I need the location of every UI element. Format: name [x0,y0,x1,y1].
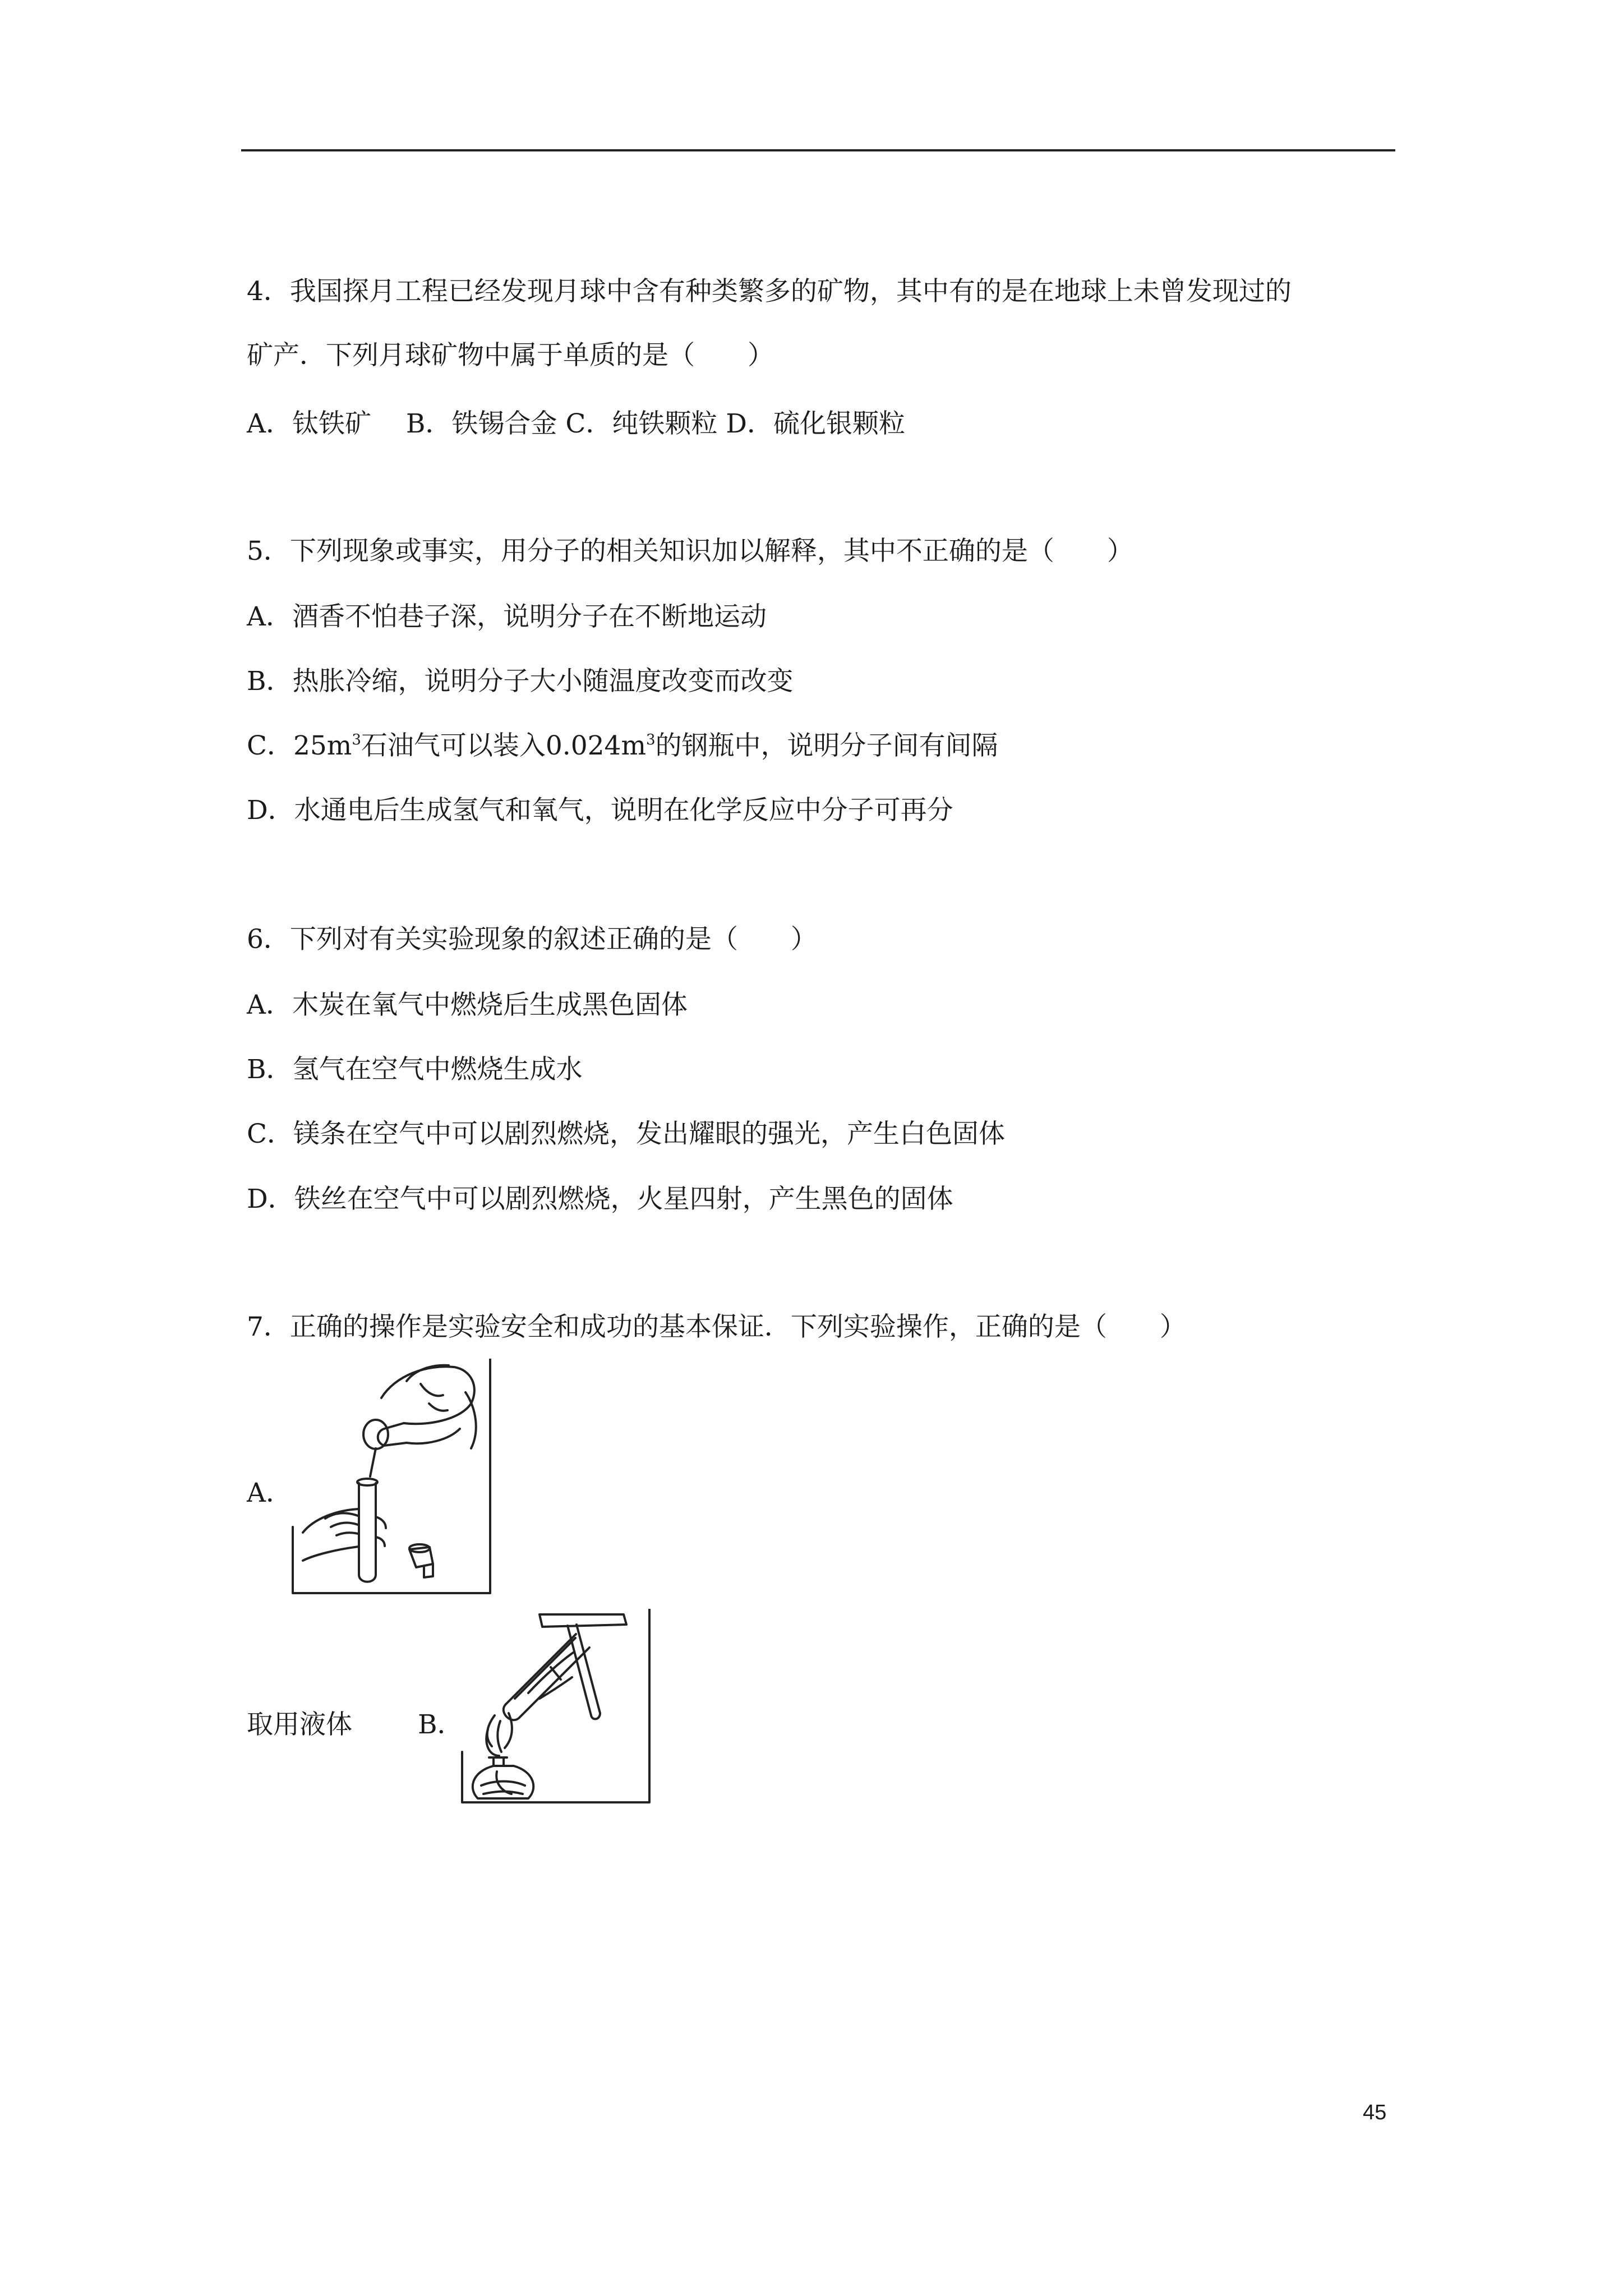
q7-option-a-caption: 取用液体 [247,1709,352,1740]
q6-option-b: B．氢气在空气中燃烧生成水 [247,1054,583,1085]
heating-test-tube-figure [461,1609,652,1805]
q5-option-d: D．水通电后生成氢气和氧气，说明在化学反应中分子可再分 [247,795,953,826]
q4-stem-line-2: 矿产．下列月球矿物中属于单质的是（ ） [247,340,774,371]
q5-c-suffix: 的钢瓶中，说明分子间有间隔 [655,730,998,761]
page-number: 45 [1363,2101,1387,2124]
q6-option-c: C．镁条在空气中可以剧烈燃烧，发出耀眼的强光，产生白色固体 [247,1119,1005,1149]
q5-stem: 5．下列现象或事实，用分子的相关知识加以解释，其中不正确的是（ ） [247,536,1133,567]
pouring-liquid-figure [292,1359,494,1594]
q6-stem: 6．下列对有关实验现象的叙述正确的是（ ） [247,924,817,955]
q5-c-prefix: C．25m [247,730,352,761]
q5-option-c [247,729,998,763]
q7-option-b-label: B． [418,1709,464,1740]
q4-options: A．钛铁矿 B．铁锡合金 C．纯铁颗粒 D．硫化银颗粒 [247,408,905,439]
q6-option-a: A．木炭在氧气中燃烧后生成黑色固体 [247,990,688,1020]
q4-stem-line-1: 4．我国探月工程已经发现月球中含有种类繁多的矿物，其中有的是在地球上未曾发现过的 [247,276,1292,307]
q5-option-b: B．热胀冷缩，说明分子大小随温度改变而改变 [247,666,794,697]
header-rule [241,149,1395,151]
q5-option-a: A．酒香不怕巷子深，说明分子在不断地运动 [247,601,767,632]
q7-stem: 7．正确的操作是实验安全和成功的基本保证．下列实验操作，正确的是（ ） [247,1312,1186,1342]
q7-option-a-label: A． [247,1478,292,1508]
q5-c-superscript-1: 3 [352,731,361,748]
q5-c-superscript-2: 3 [646,731,656,748]
q5-c-middle: 石油气可以装入0.024m [361,730,647,761]
q6-option-d: D．铁丝在空气中可以剧烈燃烧，火星四射，产生黑色的固体 [247,1184,953,1214]
